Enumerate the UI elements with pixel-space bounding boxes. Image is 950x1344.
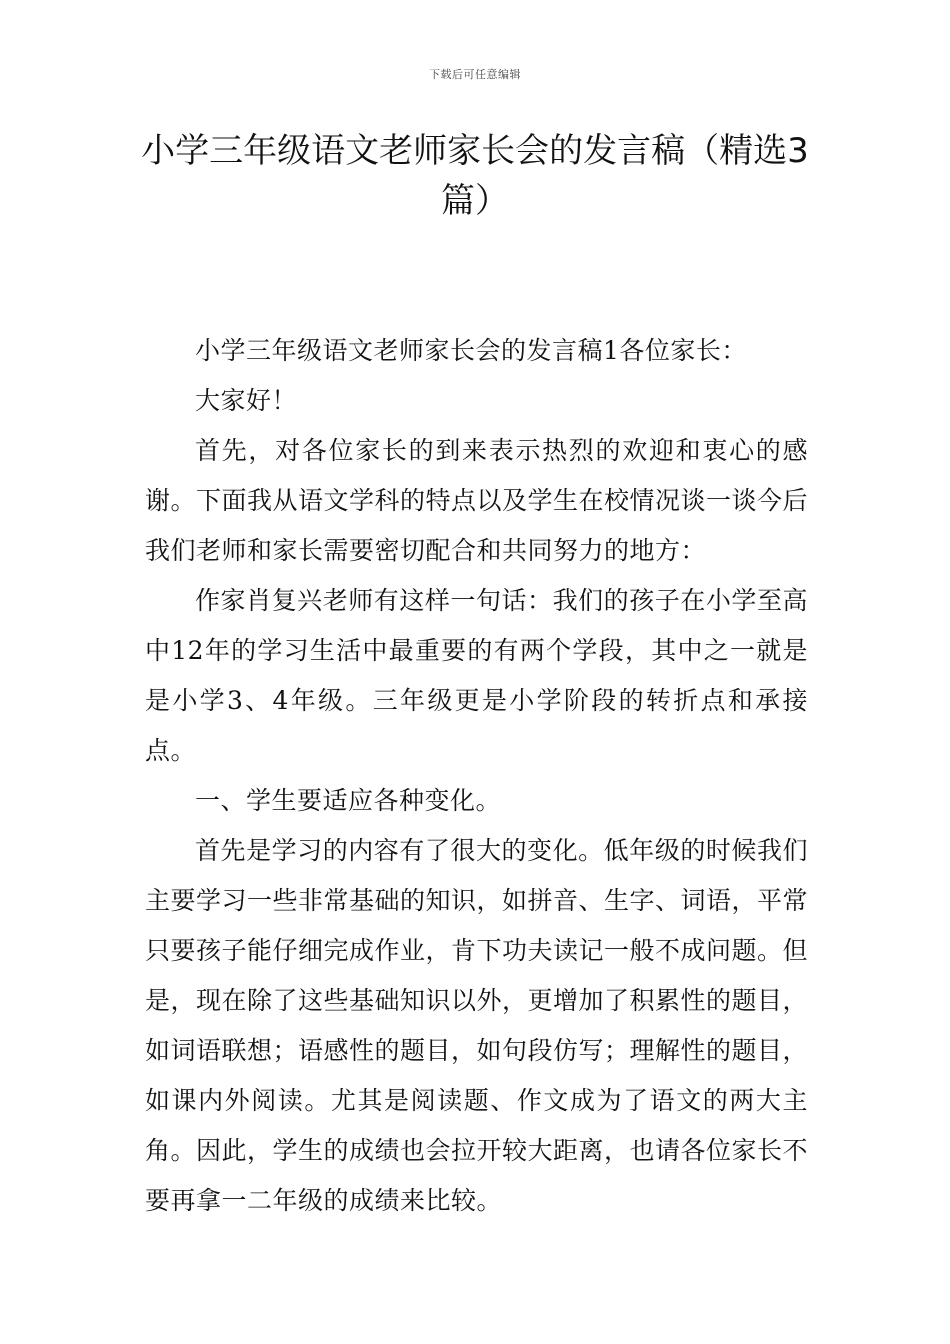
paragraph-greeting: 大家好！ [195,386,298,415]
header-note: 下载后可任意编辑 [429,68,521,81]
section-heading-1: 一、学生要适应各种变化。 [195,786,502,815]
paragraph-intro: 首先，对各位家长的到来表示热烈的欢迎和衷心的感谢。下面我从语文学科的特点以及学生在校情况谈一谈今后我们老师和家长需要密切配合和共同努力的地方： [145,436,809,565]
paragraph-greeting-heading: 小学三年级语文老师家长会的发言稿1各位家长： [195,336,747,365]
paragraph-content-change: 首先是学习的内容有了很大的变化。低年级的时候我们主要学习一些非常基础的知识，如拼音、生字、词语，平常只要孩子能仔细完成作业，肯下功夫读记一般不成问题。但是，现在除了这些基础知识以外，更增加了积累性的题目，如词语联想；语感性的题目，如句段仿写；理解性的题目，如课内外阅读。尤其是阅读题、作文成为了语文的两大主角。因此，学生的成绩也会拉开较大距离，也请各位家长不要再拿一二年级的成绩来比较。 [145,836,809,1215]
document-body [145,326,808,1226]
paragraph-quote: 作家肖复兴老师有这样一句话：我们的孩子在小学至高中12年的学习生活中最重要的有两个学段，其中之一就是是小学3、4年级。三年级更是小学阶段的转折点和承接点。 [145,586,808,765]
document-title: 小学三年级语文老师家长会的发言稿（精选3篇） [141,131,809,221]
